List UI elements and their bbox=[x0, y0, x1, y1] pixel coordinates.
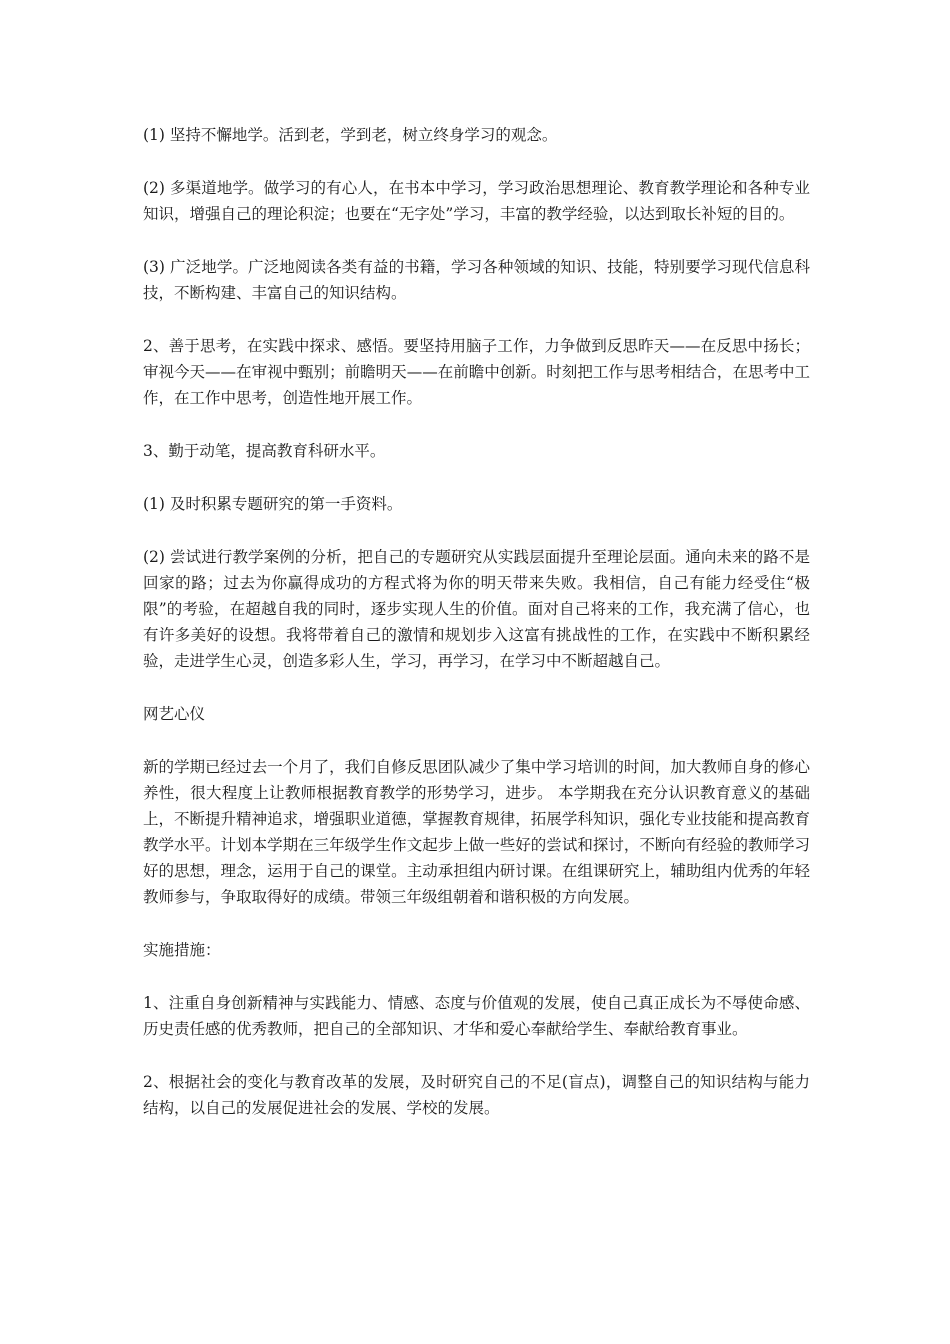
paragraph-measure-1: 1、注重自身创新精神与实践能力、情感、态度与价值观的发展，使自己真正成长为不辱使命感、历史责任感的优秀教师，把自己的全部知识、才华和爱心奉献给学生、奉献给教育事业。 bbox=[143, 994, 810, 1038]
paragraph-accumulate-materials: (1) 及时积累专题研究的第一手资料。 bbox=[143, 495, 403, 513]
paragraph-learn-broadly: (3) 广泛地学。广泛地阅读各类有益的书籍，学习各种领域的知识、技能，特别要学习现代信息科技，不断构建、丰富自己的知识结构。 bbox=[143, 258, 810, 302]
paragraph-case-analysis: (2) 尝试进行教学案例的分析，把自己的专题研究从实践层面提升至理论层面。通向未来的路不是回家的路；过去为你赢得成功的方程式将为你的明天带来失败。我相信，自己有能力经受住“极限”的考验，在超越自我的同时，逐步实现人生的价值。面对自己将来的工作，我充满了信心，也有许多美好的设想。我将带着自己的激情和规划步入这富有挑战性的工作，在实践中不断积累经验，走进学生心灵，创造多彩人生，学习，再学习，在学习中不断超越自己。 bbox=[143, 548, 810, 670]
document-body bbox=[143, 122, 810, 1148]
paragraph-measure-2: 2、根据社会的变化与教育改革的发展，及时研究自己的不足(盲点)，调整自己的知识结构与能力结构，以自己的发展促进社会的发展、学校的发展。 bbox=[143, 1073, 810, 1117]
paragraph-new-semester: 新的学期已经过去一个月了，我们自修反思团队减少了集中学习培训的时间，加大教师自身的修心养性，很大程度上让教师根据教育教学的形势学习，进步。 本学期我在充分认识教育意义的基础上，不断提升精神追求，增强职业道德，掌握教育规律，拓展学科知识，强化专业技能和提高教育教学水平。计划本学期在三年级学生作文起步上做一些好的尝试和探讨，不断向有经验的教师学习好的思想，理念，运用于自己的课堂。主动承担组内研讨课。在组课研究上，辅助组内优秀的年轻教师参与，争取取得好的成绩。带领三年级组朝着和谐积极的方向发展。 bbox=[143, 758, 810, 906]
paragraph-learn-multichannel: (2) 多渠道地学。做学习的有心人，在书本中学习，学习政治思想理论、教育教学理论和各种专业知识，增强自己的理论积淀；也要在“无字处”学习，丰富的教学经验，以达到取长补短的目的。 bbox=[143, 179, 810, 223]
implementation-heading: 实施措施： bbox=[143, 941, 221, 959]
paragraph-write-research: 3、勤于动笔，提高教育科研水平。 bbox=[143, 442, 386, 460]
paragraph-learn-persistently: (1) 坚持不懈地学。活到老，学到老，树立终身学习的观念。 bbox=[143, 126, 558, 144]
paragraph-think-reflect: 2、善于思考，在实践中探求、感悟。要坚持用脑子工作，力争做到反思昨天——在反思中扬长；审视今天——在审视中甄别；前瞻明天——在前瞻中创新。时刻把工作与思考相结合，在思考中工作，在工作中思考，创造性地开展工作。 bbox=[143, 337, 810, 407]
section-heading: 网艺心仪 bbox=[143, 705, 206, 723]
